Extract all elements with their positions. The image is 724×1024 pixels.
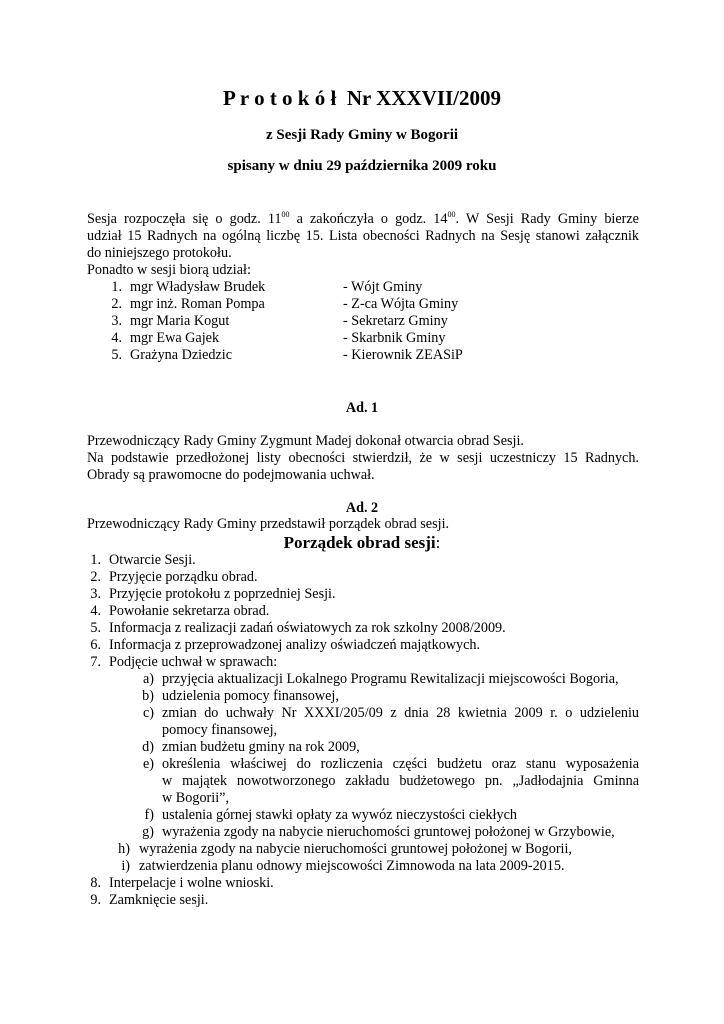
- sub-item-label: g): [142, 824, 154, 840]
- sub-item-label: c): [142, 705, 154, 721]
- attendee-role: - Wójt Gminy: [343, 279, 423, 295]
- agenda-item-text: Interpelacje i wolne wnioski.: [109, 875, 274, 891]
- ad1-line-3: Obrady są prawomocne do podejmowania uchwał.: [87, 467, 375, 483]
- agenda-item-number: 4.: [90, 603, 101, 619]
- attendee-number: 1.: [111, 279, 122, 295]
- attendee-role: - Sekretarz Gminy: [343, 313, 448, 329]
- attendee-name: mgr inż. Roman Pompa: [130, 296, 265, 312]
- agenda-item-number: 5.: [90, 620, 101, 636]
- agenda-item-number: 7.: [90, 654, 101, 670]
- intro-line-1: Sesja rozpoczęła się o godz. $11^{00}$ a zakończyła o godz. $14^{00}$. W Sesji Rady Gminy bierze: [87, 210, 639, 227]
- agenda-item-text: Zamknięcie sesji.: [109, 892, 209, 908]
- attendee-number: 3.: [111, 313, 122, 329]
- sub-item-text-continued: w Bogorii”,: [162, 790, 229, 806]
- attendee-name: mgr Władysław Brudek: [130, 279, 266, 295]
- attendee-name: Grażyna Dziedzic: [130, 347, 233, 363]
- sub-item-text: zmian budżetu gminy na rok 2009,: [162, 739, 360, 755]
- ad1-line-2: Na podstawie przedłożonej listy obecności stwierdził, że w sesji uczestniczy 15 Radnych.: [87, 450, 639, 466]
- sub-item-text: wyrażenia zgody na nabycie nieruchomości gruntowej położonej w Bogorii,: [139, 841, 572, 857]
- attendee-name: mgr Maria Kogut: [130, 313, 230, 329]
- agenda-item-text: Podjęcie uchwał w sprawach:: [109, 654, 278, 670]
- agenda-title: Porządek obrad sesji:: [283, 533, 441, 552]
- sub-item-text: określenia właściwej do rozliczenia części budżetu oraz stanu wyposażenia: [162, 756, 639, 772]
- sub-item-text: zmian do uchwały Nr XXXI/205/09 z dnia 28 kwietnia 2009 r. o udzieleniu: [162, 705, 639, 721]
- intro-line-3: do niniejszego protokołu.: [87, 245, 232, 261]
- agenda-item-number: 3.: [90, 586, 101, 602]
- agenda-item-number: 6.: [90, 637, 101, 653]
- sub-item-label: f): [144, 807, 154, 823]
- sub-item-label: d): [142, 739, 154, 755]
- sub-item-text-continued: w majątek nowotworzonego zakładu budżetowego pn. „Jadłodajnia Gminna: [162, 773, 639, 789]
- sub-item-text: zatwierdzenia planu odnowy miejscowości Zimnowoda na lata 2009-2015.: [139, 858, 565, 874]
- ad1-line-1: Przewodniczący Rady Gminy Zygmunt Madej dokonał otwarcia obrad Sesji.: [87, 433, 524, 449]
- attendee-number: 4.: [111, 330, 122, 346]
- agenda-item-number: 9.: [90, 892, 101, 908]
- sub-item-label: h): [118, 841, 130, 857]
- agenda-item-text: Przyjęcie protokołu z poprzedniej Sesji.: [109, 586, 336, 602]
- attendee-number: 2.: [111, 296, 122, 312]
- agenda-item-text: Powołanie sekretarza obrad.: [109, 603, 270, 619]
- sub-item-text: wyrażenia zgody na nabycie nieruchomości gruntowej położonej w Grzybowie,: [162, 824, 615, 840]
- agenda-item-text: Informacja z przeprowadzonej analizy oświadczeń majątkowych.: [109, 637, 481, 653]
- section-heading-ad1: Ad. 1: [345, 400, 379, 416]
- attendee-name: mgr Ewa Gajek: [130, 330, 220, 346]
- sub-item-text: ustalenia górnej stawki opłaty za wywóz nieczystości ciekłych: [162, 807, 517, 823]
- ad2-line-1: Przewodniczący Rady Gminy przedstawił porządek obrad sesji.: [87, 516, 450, 532]
- intro-line-2: udział 15 Radnych na ogólną liczbę 15. Lista obecności Radnych na Sesję stanowi załącznik: [87, 228, 639, 244]
- agenda-item-text: Otwarcie Sesji.: [109, 552, 196, 568]
- agenda-item-number: 1.: [90, 552, 101, 568]
- sub-item-label: e): [142, 756, 154, 772]
- sub-item-text: udzielenia pomocy finansowej,: [162, 688, 339, 704]
- sub-item-text-continued: pomocy finansowej,: [162, 722, 278, 738]
- attendee-role: - Z-ca Wójta Gminy: [343, 296, 459, 312]
- attendee-role: - Kierownik ZEASiP: [343, 347, 463, 363]
- intro-line-4: Ponadto w sesji biorą udział:: [87, 262, 251, 278]
- document-subtitle-date: spisany w dniu 29 października 2009 roku: [227, 158, 497, 174]
- sub-item-label: a): [142, 671, 154, 687]
- sub-item-text: przyjęcia aktualizacji Lokalnego Programu Rewitalizacji miejscowości Bogoria,: [162, 671, 619, 687]
- agenda-item-number: 2.: [90, 569, 101, 585]
- agenda-item-number: 8.: [90, 875, 101, 891]
- attendee-number: 5.: [111, 347, 122, 363]
- sub-item-label: i): [121, 858, 130, 874]
- section-heading-ad2: Ad. 2: [345, 500, 379, 516]
- document-subtitle-session: z Sesji Rady Gminy w Bogorii: [265, 127, 459, 143]
- attendee-role: - Skarbnik Gminy: [343, 330, 446, 346]
- document-title: P r o t o k ó ł Nr XXXVII/2009: [222, 86, 502, 110]
- sub-item-label: b): [142, 688, 154, 704]
- agenda-item-text: Informacja z realizacji zadań oświatowych za rok szkolny 2008/2009.: [109, 620, 506, 636]
- agenda-item-text: Przyjęcie porządku obrad.: [109, 569, 258, 585]
